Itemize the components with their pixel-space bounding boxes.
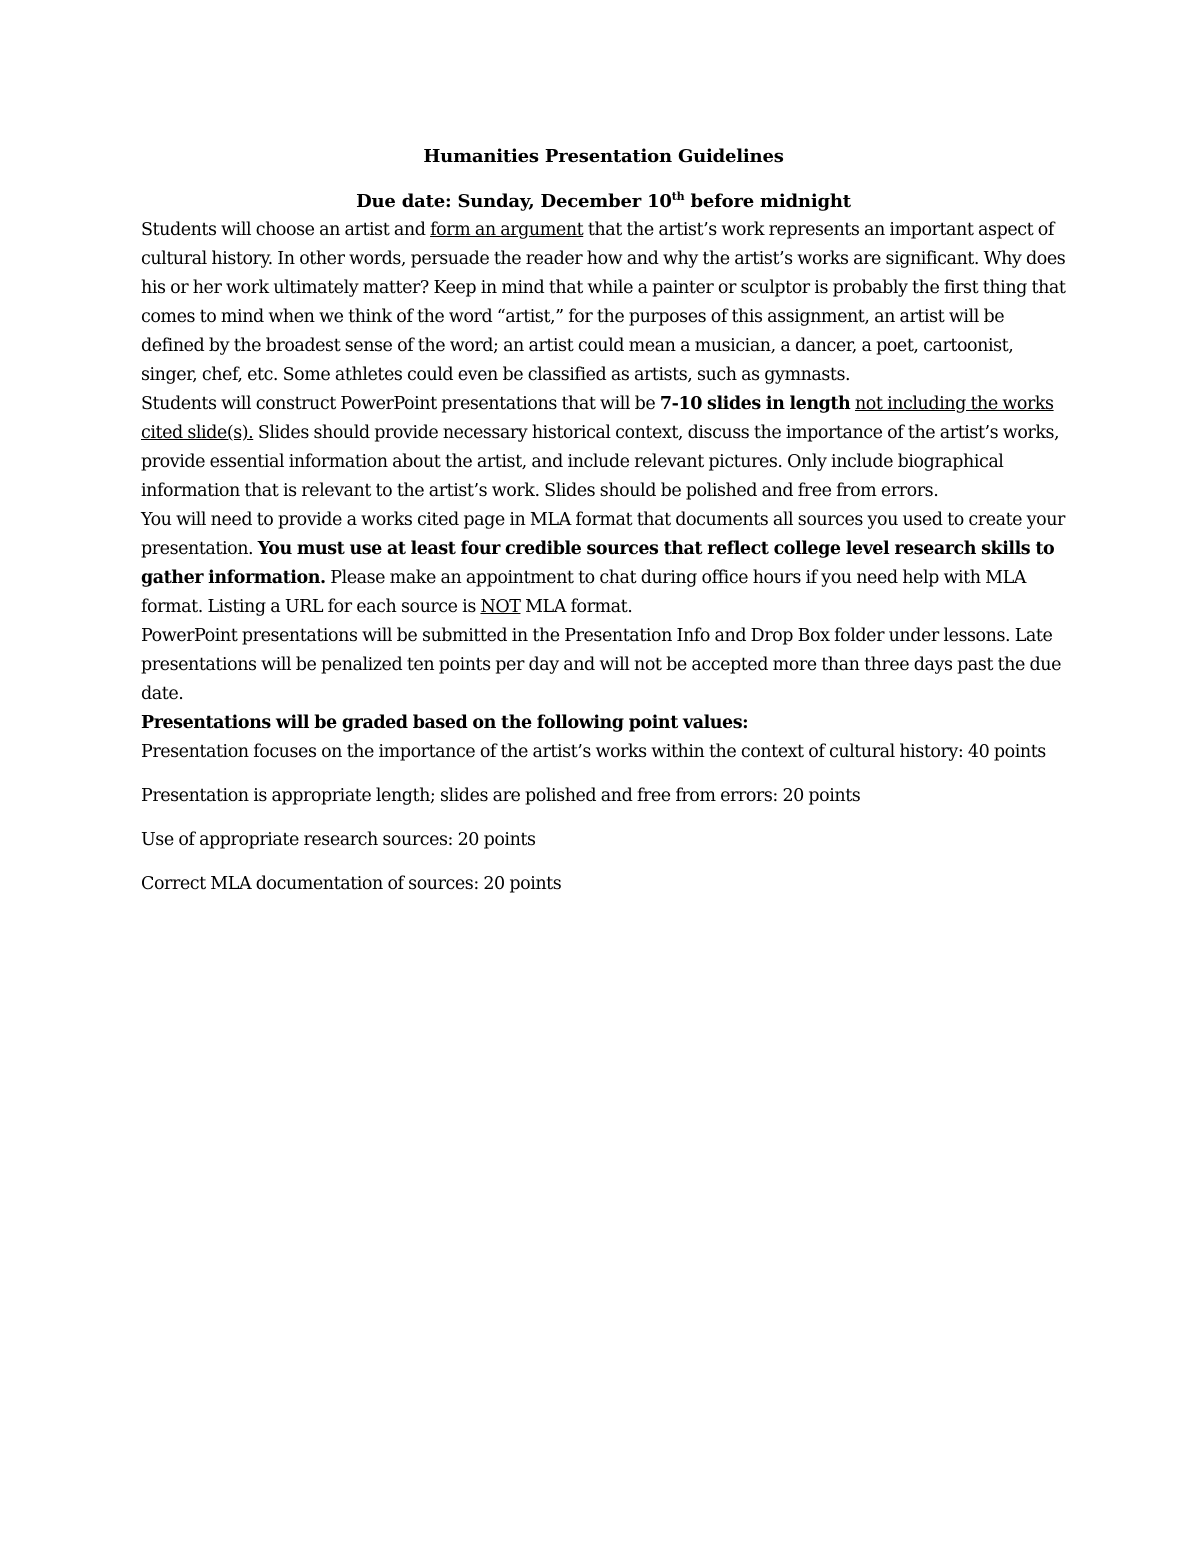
grading-criterion: Use of appropriate research sources: 20 points: [141, 830, 536, 850]
due-date-prefix: Due date: Sunday, December 10: [356, 191, 672, 212]
due-date-suffix: before midnight: [684, 191, 851, 212]
paragraph-submission: PowerPoint presentations will be submitted in the Presentation Info and Drop Box folder under lessons. Late presentations will be penalized ten points per day and will not be accepted more than three days past the due date.: [141, 626, 1061, 704]
paragraph-text: Slides should provide necessary historical context, discuss the importance of the artist’s works, provide essential information about the artist, and include relevant pictures. Only include biographical information that is relevant to the artist’s work. Slides should be polished and free from errors.: [141, 423, 1060, 501]
paragraph-works-cited: [141, 506, 1066, 622]
grading-criterion: Presentation focuses on the importance of the artist’s works within the context of cultural history: 40 points: [141, 742, 1046, 762]
due-date-superscript: th: [671, 190, 685, 203]
paragraph-text: MLA format.: [520, 597, 633, 617]
underlined-text: NOT: [480, 597, 521, 617]
grading-criterion: Correct MLA documentation of sources: 20 points: [141, 874, 562, 894]
bold-text: You must use at least four credible sources that reflect college level research skills to gather information.: [141, 539, 1055, 588]
grading-heading: Presentations will be graded based on the following point values:: [141, 713, 749, 733]
document-body: [141, 143, 1066, 899]
paragraph-text: Students will choose an artist and: [141, 220, 431, 240]
paragraph-artist-choice: [141, 216, 1066, 390]
document-title: Humanities Presentation Guidelines: [423, 146, 784, 167]
paragraph-text: that the artist’s work represents an important aspect of cultural history. In other words, persuade the reader how and why the artist’s works are significant. Why does his or her work ultimately matter? Keep in mind that while a painter or sculptor is probably the first thing that comes to mind when we think of the word “artist,” for the purposes of this assignment, an artist will be defined by the broadest sense of the word; an artist could mean a musician, a dancer, a poet, cartoonist, singer, chef, etc. Some athletes could even be classified as artists, such as gymnasts.: [141, 220, 1066, 385]
bold-text: 7-10 slides in length: [659, 394, 851, 414]
underlined-text: not including the works cited slide(s).: [141, 394, 1054, 443]
paragraph-text: You will need to provide a works cited page in MLA format that documents all sources you used to create your presentation.: [141, 510, 1065, 559]
paragraph-text: Please make an appointment to chat during office hours if you need help with MLA format. Listing a URL for each source is: [141, 568, 1026, 617]
underlined-text: form an argument: [430, 220, 584, 240]
paragraph-text: Students will construct PowerPoint presentations that will be: [141, 394, 660, 414]
grading-criterion: Presentation is appropriate length; slides are polished and free from errors: 20 points: [141, 786, 861, 806]
due-date: [141, 188, 1066, 216]
paragraph-powerpoint-requirements: [141, 390, 1066, 506]
